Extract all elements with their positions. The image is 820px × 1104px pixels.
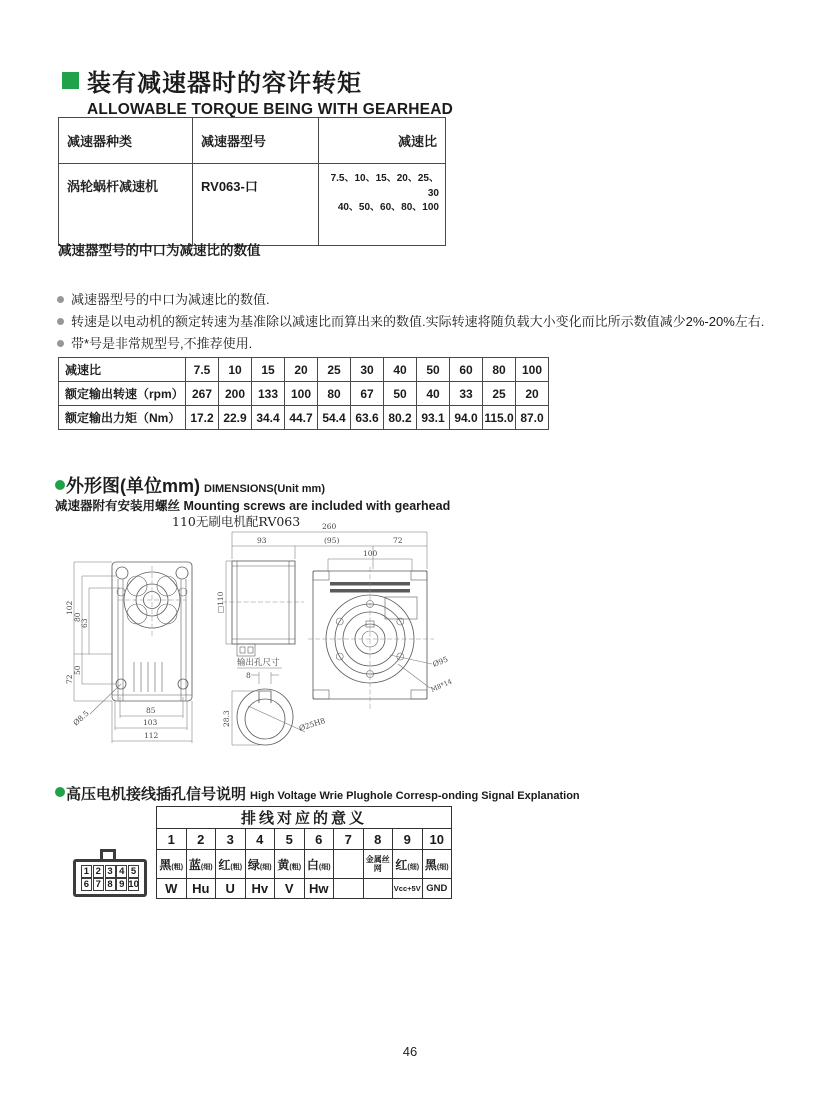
svg-text:Ø8.5: Ø8.5: [71, 708, 91, 728]
dimensions-sub-zh: 减速器附有安装用螺丝: [55, 499, 181, 513]
dimensions-heading: [55, 472, 325, 498]
svg-text:93: 93: [257, 536, 267, 545]
drawing-title: 110无刷电机配RV063: [172, 514, 301, 529]
col-header-ratio: 减速比: [319, 118, 446, 164]
connector-diagram: [73, 859, 147, 897]
list-item: [57, 289, 764, 311]
ratio-line-1: 7.5、10、15、20、25、30: [330, 173, 439, 199]
table-row: 黑(粗) 蓝(细) 红(粗) 绿(细) 黄(粗) 白(细) 金属丝网 红(细) 黑(细): [157, 850, 452, 879]
connector-pin: 5: [128, 865, 139, 878]
dimensions-heading-zh: 外形图(单位mm): [66, 476, 200, 496]
table-row: 减速比 7.5 10 15 20 25 30 40 50 60 80 100: [59, 358, 549, 382]
connector-pin: 2: [93, 865, 104, 878]
green-dot-icon: [55, 787, 65, 797]
row-label-speed: 额定输出转速（rpm）: [59, 382, 186, 406]
svg-text:8: 8: [246, 671, 251, 680]
bullet-icon: [57, 318, 64, 325]
dimensions-sub-en: Mounting screws are included with gearhead: [183, 499, 451, 513]
list-item: [57, 333, 764, 355]
bullet-icon: [57, 340, 64, 347]
svg-text:260: 260: [322, 522, 337, 531]
table-row: W Hu U Hv V Hw Vcc+5V GND: [157, 879, 452, 899]
dimensions-heading-en: DIMENSIONS(Unit mm): [204, 483, 325, 495]
gearhead-table: [58, 117, 446, 246]
shaft-hole-detail: [222, 657, 327, 745]
svg-text:50: 50: [73, 665, 82, 675]
pin-signal-table: [156, 806, 452, 899]
green-dot-icon: [55, 480, 65, 490]
svg-text:112: 112: [144, 731, 159, 740]
green-square-bullet-icon: [62, 72, 79, 89]
connector-pin: 7: [93, 878, 104, 891]
gearbox-face-view: [308, 567, 434, 711]
table-row: 额定输出力矩（Nm） 17.2 22.9 34.4 44.7 54.4 63.6 80.2 93.1 94.0 115.0 87.0: [59, 406, 549, 430]
svg-text:63: 63: [80, 618, 89, 628]
motor-side-view: [222, 561, 304, 656]
list-item: [57, 311, 764, 333]
note-text: 转速是以电动机的额定转速为基准除以减速比而算出来的数值.实际转速将随负载大小变化而比所示数值减少2%-20%左右.: [71, 313, 765, 329]
col-header-type: 减速器种类: [59, 118, 193, 164]
svg-text:输出孔尺寸: 输出孔尺寸: [237, 658, 280, 668]
cell-gearhead-model: RV063-口: [193, 164, 319, 246]
ratio-line-2: 40、50、60、80、100: [337, 202, 439, 213]
svg-text:72: 72: [65, 674, 74, 684]
gearhead-table-caption: 减速器型号的中口为减速比的数值: [58, 243, 261, 258]
notes-list: [57, 289, 764, 354]
note-text: 减速器型号的中口为减速比的数值.: [71, 292, 270, 307]
connector-pin: 6: [81, 878, 92, 891]
svg-text:M8*14: M8*14: [429, 677, 454, 694]
table-row: 1 2 3 4 5 6 7 8 9 10: [157, 829, 452, 850]
connector-pin: 1: [81, 865, 92, 878]
note-text: 带*号是非常规型号,不推荐使用.: [71, 335, 253, 351]
dimension-drawing: [60, 512, 480, 767]
table-row: [59, 164, 446, 246]
front-view-dimensions: [65, 562, 192, 743]
svg-text:85: 85: [146, 706, 156, 715]
plug-heading-zh: 高压电机接线插孔信号说明: [66, 786, 247, 803]
page-title-zh: 装有减速器时的容许转矩: [87, 70, 362, 97]
svg-text:72: 72: [393, 536, 403, 545]
svg-text:80: 80: [73, 612, 82, 622]
connector-pin: 4: [116, 865, 127, 878]
svg-text:28.3: 28.3: [222, 710, 231, 727]
plug-heading-en: High Voltage Wrie Plughole Corresp-onding Signal Explanation: [250, 790, 580, 802]
connector-pin: 8: [105, 878, 116, 891]
connector-key-tab: [100, 849, 116, 859]
svg-text:100: 100: [363, 549, 378, 558]
svg-text:□110: □110: [216, 591, 225, 613]
svg-text:(95): (95): [324, 536, 340, 545]
svg-text:Ø25H8: Ø25H8: [297, 715, 327, 733]
connector-pin: 9: [116, 878, 127, 891]
svg-text:102: 102: [65, 600, 74, 615]
plug-signal-heading: [55, 783, 580, 804]
table-row: 额定输出转速（rpm） 267 200 133 100 80 67 50 40 33 25 20: [59, 382, 549, 406]
bullet-icon: [57, 296, 64, 303]
page-title-block: [62, 63, 453, 119]
front-view: [112, 562, 192, 701]
connector-pin: 3: [105, 865, 116, 878]
col-header-model: 减速器型号: [193, 118, 319, 164]
page-title-en: ALLOWABLE TORQUE BEING WITH GEARHEAD: [87, 101, 453, 118]
page-number: 46: [402, 1044, 418, 1059]
ratio-speed-torque-table: [58, 357, 549, 430]
pin-table-title: 排线对应的意义: [157, 807, 452, 829]
svg-text:103: 103: [143, 718, 158, 727]
row-label-torque: 额定输出力矩（Nm）: [59, 406, 186, 430]
connector-pin: 10: [128, 879, 139, 891]
cell-gearhead-ratios: [319, 164, 446, 246]
svg-text:Ø95: Ø95: [431, 654, 450, 669]
cell-gearhead-type: 涡轮蜗杆减速机: [59, 164, 193, 246]
row-label-ratio: 减速比: [59, 358, 186, 382]
